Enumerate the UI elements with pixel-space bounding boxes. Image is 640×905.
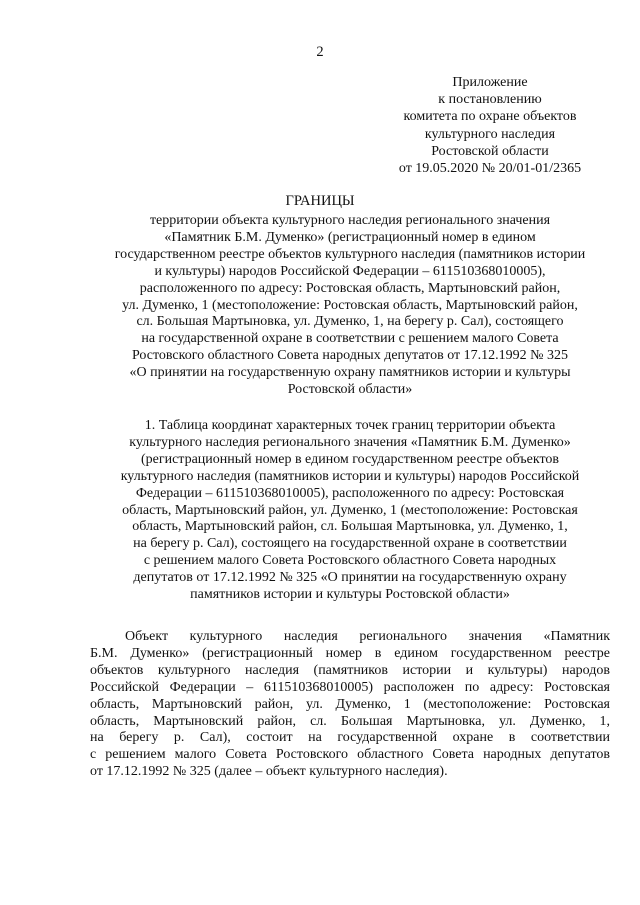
subtitle-line: «Памятник Б.М. Думенко» (регистрационный номер в едином [164,229,536,245]
body-line: Российской Федерации – 611510368010005) расположен по адресу: Ростовская [90,679,610,695]
subtitle-line: ул. Думенко, 1 (местоположение: Ростовская область, Мартыновский район, [122,297,578,313]
body-line: область, Мартыновский район, сл. Большая Мартыновка, ул. Думенко, 1, [90,713,610,729]
body-line: объектов культурного наследия (памятников истории и культуры) народов [90,662,610,678]
section-heading [90,418,610,604]
document-subtitle [90,213,610,399]
body-line: на берегу р. Сал), состоит на государственной охране в соответствии [90,730,610,746]
appendix-line: от 19.05.2020 № 20/01-01/2365 [398,161,582,177]
section-heading-line: культурного наследия регионального значения «Памятник Б.М. Думенко» [129,434,571,450]
subtitle-line: Ростовского областного Совета народных депутатов от 17.12.1992 № 325 [131,348,569,364]
appendix-line: культурного наследия [424,126,556,142]
section-heading-line: область, Мартыновский район, сл. Большая Мартыновка, ул. Думенко, 1, [132,519,568,535]
section-heading-line: культурного наследия (памятников истории и культуры) народов Российской [120,468,580,484]
appendix-line: Приложение [452,75,528,90]
appendix-header [380,74,600,177]
document-title: ГРАНИЦЫ [285,193,355,209]
section-heading-line: (регистрационный номер в едином государственном реестре объектов [140,451,560,467]
body-line: с решением малого Совета Ростовского областного Совета народных депутатов [90,747,610,763]
section-heading-line: область, Мартыновский район, ул. Думенко, 1 (местоположение: Ростовская [122,502,578,518]
section-heading-line: с решением малого Совета Ростовского областного Совета народных [143,553,557,569]
subtitle-line: территории объекта культурного наследия регионального значения [149,213,551,228]
body-line: от 17.12.1992 № 325 (далее – объект культурного наследия). [90,764,448,780]
body-paragraph [90,629,610,781]
section-heading-line: памятников истории и культуры Ростовской области» [190,587,510,603]
subtitle-line: на государственной охране в соответствии с решением малого Совета [141,331,559,347]
subtitle-line: «О принятии на государственную охрану памятников истории и культуры [129,365,571,381]
body-line: Б.М. Думенко» (регистрационный номер в едином государственном реестре [90,645,610,661]
subtitle-line: Ростовской области» [287,382,413,398]
appendix-line: к постановлению [438,92,542,108]
section-heading-line: Федерации – 611510368010005), расположенного по адресу: Ростовская [135,485,565,501]
section-heading-line: на берегу р. Сал), состоящего на государственной охране в соответствии [133,536,567,552]
body-line: Объект культурного наследия регионального значения «Памятник [125,629,610,644]
appendix-line: Ростовской области [431,143,549,159]
page-number: 2 [316,44,324,60]
appendix-line: комитета по охране объектов [403,109,577,125]
body-line: область, Мартыновский район, ул. Думенко, 1 (местоположение: Ростовская [90,696,610,712]
section-heading-line: 1. Таблица координат характерных точек границ территории объекта [144,418,556,433]
subtitle-line: сл. Большая Мартыновка, ул. Думенко, 1, на берегу р. Сал), состоящего [136,314,564,330]
subtitle-line: и культуры) народов Российской Федерации – 611510368010005), [154,263,546,279]
subtitle-line: расположенного по адресу: Ростовская область, Мартыновский район, [139,280,561,296]
section-heading-line: депутатов от 17.12.1992 № 325 «О принятии на государственную охрану [133,570,567,586]
subtitle-line: государственном реестре объектов культурного наследия (памятников истории [114,246,586,262]
